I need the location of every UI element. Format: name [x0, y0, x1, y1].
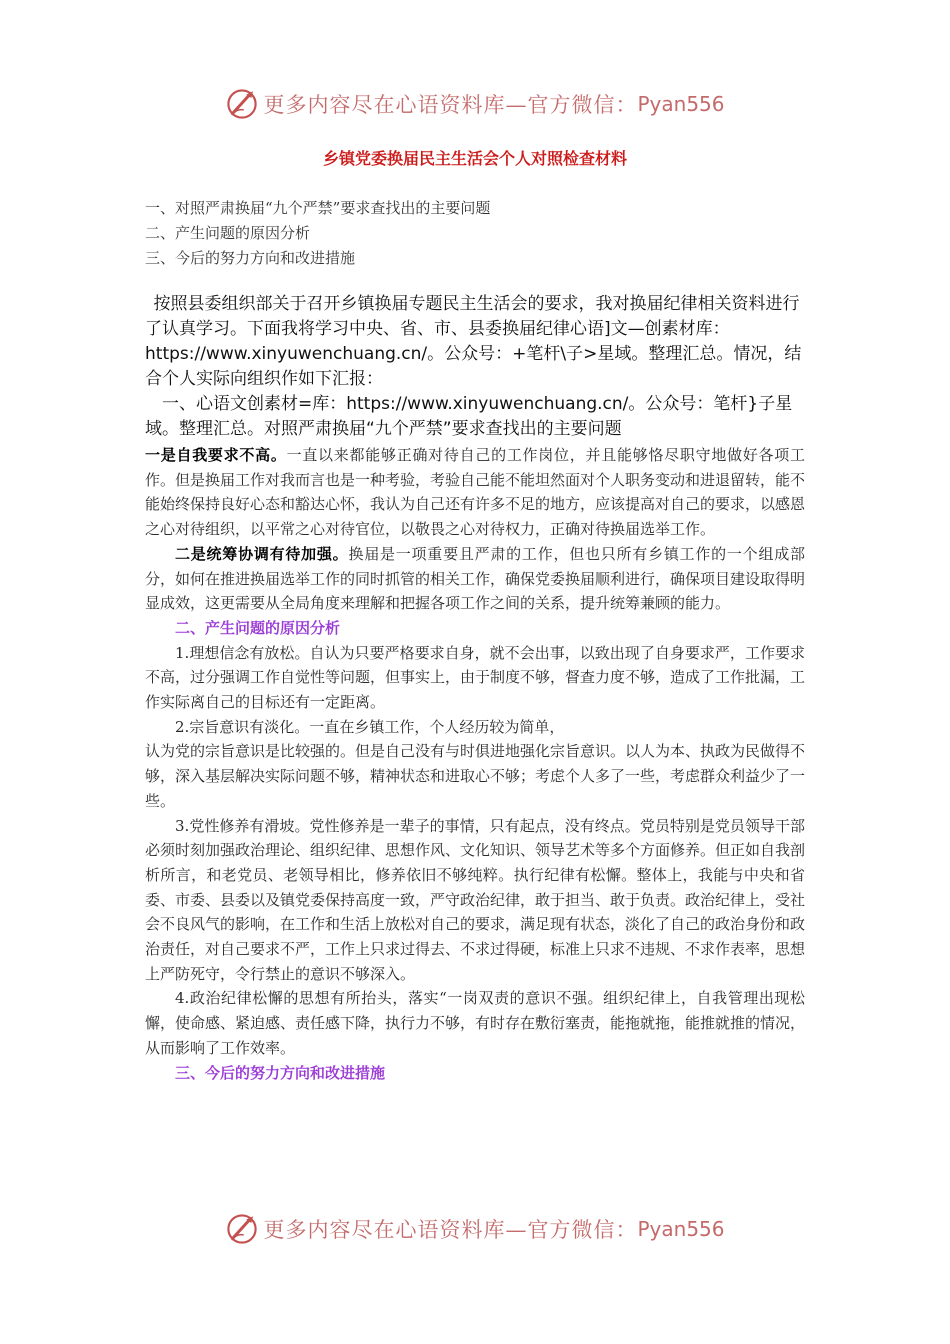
cause-1-paragraph: 1.理想信念有放松。自认为只要严格要求自身，就不会出事，以致出现了自身要求严，工作要求不高，过分强调工作自觉性等问题，但事实上，由于制度不够，督查力度不够，造成了工作批漏，工作实际离自己的目标还有一定距离。 [145, 643, 806, 712]
banner-wechat-id: Pyan556 [637, 1217, 725, 1241]
banner-text: 更多内容尽在心语资料库—官方微信： [263, 1218, 638, 1242]
document-title: 乡镇党委换届民主生活会个人对照检查材料 [322, 149, 627, 168]
cause-2-paragraph: 认为党的宗旨意识是比较强的。但是自己没有与时俱进地强化宗旨意识。以人为本、执政为民做得不够，深入基层解决实际问题不够，精神状态和进取心不够；考虑个人多了一些，考虑群众利益少了一些。 [145, 742, 806, 810]
header-banner [0, 84, 950, 124]
intro-paragraph: 按照县委组织部关于召开乡镇换届专题民主生活会的要求，我对换届纪律相关资料进行了认真学习。下面我将学习中央、省、市、县委换届纪律心语]文—创素材库：https://www.xinyuwenchuang.cn/。公众号：+笔杆\子>星域。整理汇总。情况，结合个人实际向组织作如下汇报： [145, 294, 802, 389]
problem-1-text: 一直以来都能够正确对待自己的工作岗位，并且能够恪尽职守地做好各项工作。但是换届工作对我而言也是一种考验，考验自己能不能坦然面对个人职务变动和进退留转，能不能始终保持良好心态和豁达心怀，我认为自己还有许多不足的地方，应该提高对自己的要求，以感恩之心对待组织，以平常之心对待官位，以敬畏之心对待权力，正确对待换届选举工作。 [145, 446, 806, 539]
cause-3-paragraph: 3.党性修养有滑坡。党性修养是一辈子的事情，只有起点，没有终点。党员特别是党员领导干部必须时刻加强政治理论、组织纪律、思想作风、文化知识、领导艺术等多个方面修养。但正如自我剖析所言，和老党员、老领导相比，修养依旧不够纯粹。执行纪律有松懈。整体上，我能与中央和省委、市委、县委以及镇党委保持高度一致，严守政治纪律，敢于担当、敢于负责。政治纪律上，受社会不良风气的影响，在工作和生活上放松对自己的要求，满足现有状态，淡化了自己的政治身份和政治责任，对自己要求不严，工作上只求过得去、不求过得硬，标准上只求不违规、不求作表率，思想上严防死守，令行禁止的意识不够深入。 [145, 816, 806, 983]
section3-heading: 三、今后的努力方向和改进措施 [175, 1063, 386, 1082]
footer-banner [0, 1209, 950, 1249]
pen-circle-logo-icon [225, 87, 259, 121]
problem-2-paragraph [145, 542, 805, 616]
problem-2-lead: 二是统筹协调有待加强。 [175, 544, 349, 563]
toc-item: 二、产生问题的原因分析 [145, 224, 311, 242]
problem-1-paragraph [145, 443, 805, 542]
problem-2-text: 换届是一项重要且严肃的工作，但也只所有乡镇工作的一个组成部分，如何在推进换届选举工作的同时抓管的相关工作，确保党委换届顺利进行，确保项目建设取得明显成效，这更需要从全局角度来理解和把握各项工作之间的关系，提升统筹兼顾的能力。 [145, 544, 806, 613]
table-of-contents [145, 196, 805, 271]
section2-heading: 二、产生问题的原因分析 [175, 618, 341, 637]
document-body [145, 443, 805, 1085]
section1-heading: 一、心语文创素材=库：https://www.xinyuwenchuang.cn/。公众号：笔杆}子星域。整理汇总。对照严肃换届“九个严禁”要求查找出的主要问题 [145, 394, 793, 439]
toc-item: 三、今后的努力方向和改进措施 [145, 249, 356, 267]
pen-circle-logo-icon [225, 1212, 259, 1246]
banner-wechat-id: Pyan556 [637, 92, 725, 116]
intro-section [145, 292, 805, 442]
problem-1-lead: 一是自我要求不高。 [145, 446, 287, 464]
toc-item: 一、对照严肃换届“九个严禁”要求查找出的主要问题 [145, 199, 491, 217]
cause-4-paragraph: 4.政治纪律松懈的思想有所抬头，落实“一岗双责的意识不强。组织纪律上，自我管理出现松懈，使命感、紧迫感、责任感下降，执行力不够，有时存在敷衍塞责，能拖就拖，能推就推的情况，从而影响了工作效率。 [145, 989, 806, 1057]
banner-text: 更多内容尽在心语资料库—官方微信： [263, 93, 638, 117]
cause-2-first-line: 2.宗旨意识有淡化。一直在乡镇工作，个人经历较为简单， [175, 717, 565, 736]
